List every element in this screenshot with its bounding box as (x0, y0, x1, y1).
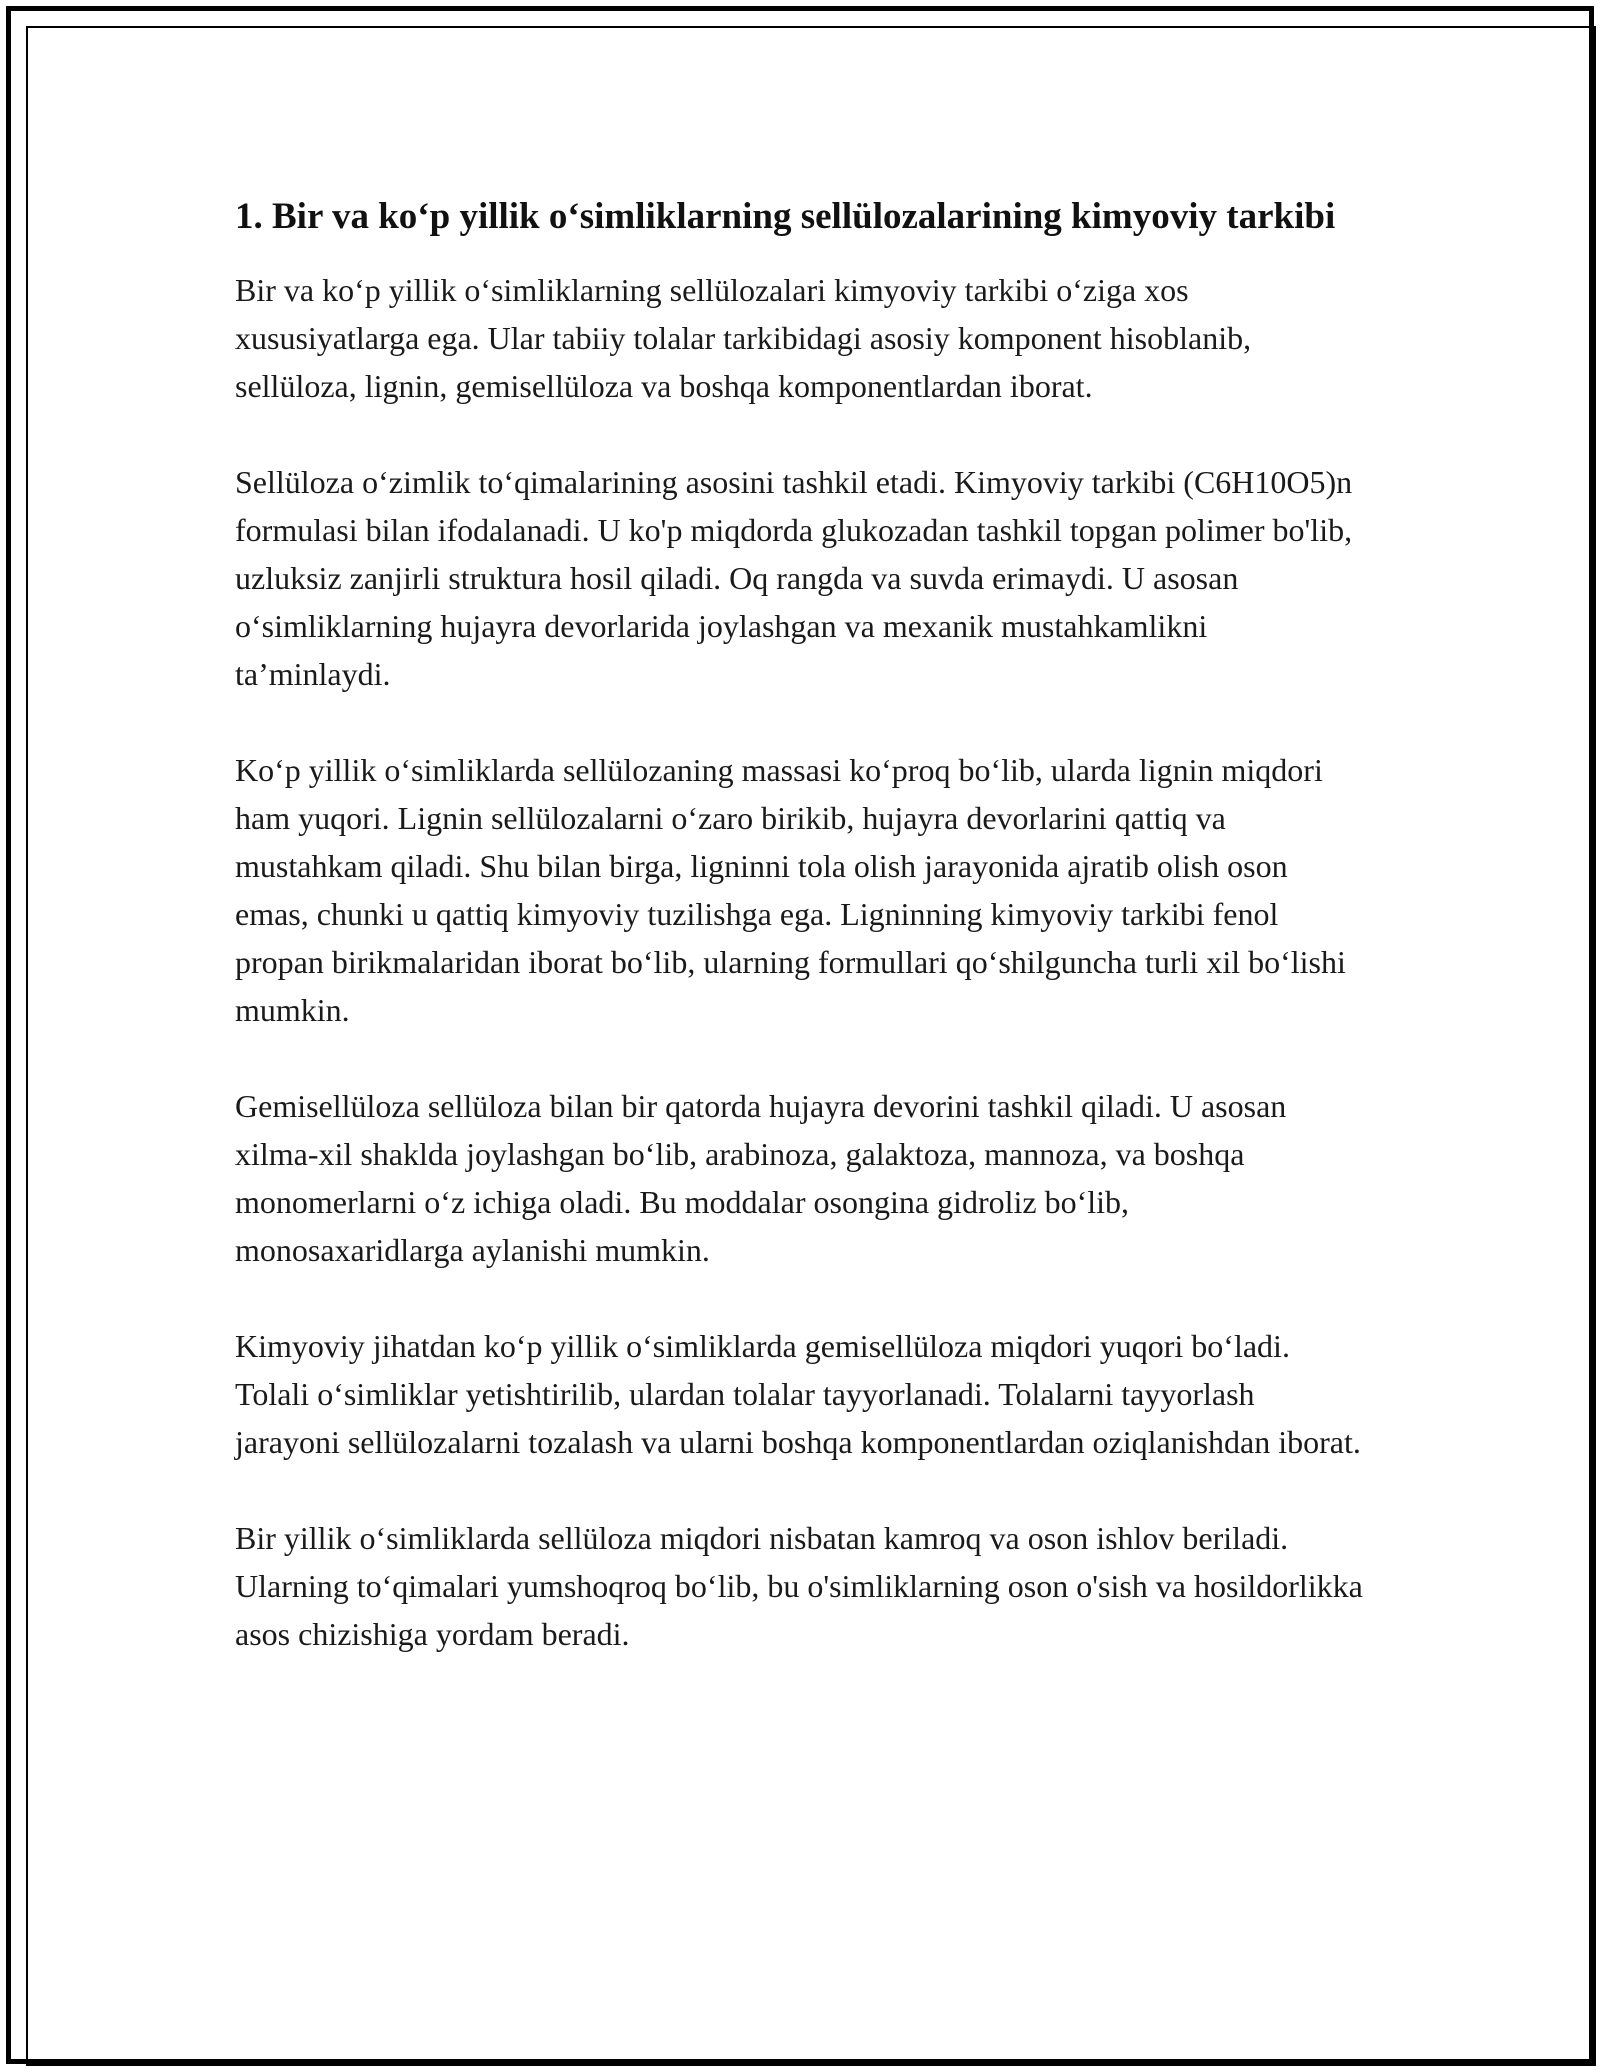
paragraph-lignin: Ko‘p yillik o‘simliklarda sellülozaning massasi ko‘proq bo‘lib, ularda lignin miqdori ham yuqori. Lignin sellülozalarni o‘zaro birikib, hujayra devorlarini qattiq va mustahkam qiladi. Shu bilan birga, ligninni tola olish jarayonida ajratib olish oson emas, chunki u qattiq kimyoviy tuzilishga ega. Ligninning kimyoviy tarkibi fenol propan birikmalaridan iborat bo‘lib, ularning formullari qo‘shilguncha turli xil bo‘lishi mumkin. (235, 752, 1346, 1028)
paragraph-cellulose: Sellüloza o‘zimlik to‘qimalarining asosini tashkil etadi. Kimyoviy tarkibi (C6H10O5)n formulasi bilan ifodalanadi. U ko'p miqdorda glukozadan tashkil topgan polimer bo'lib, uzluksiz zanjirli struktura hosil qiladi. Oq rangda va suvda erimaydi. U asosan o‘simliklarning hujayra devorlarida joylashgan va mexanik mustahkamlikni ta’minlaydi. (235, 464, 1353, 692)
paragraph-hemicellulose: Gemisellüloza sellüloza bilan bir qatorda hujayra devorini tashkil qiladi. U asosan xilma-xil shakldа joylashgan bo‘lib, arabinoza, galaktoza, mannoza, va boshqa monomerlarni o‘z ichiga oladi. Bu moddalar osongina gidroliz bo‘lib, monosaxaridlarga aylanishi mumkin. (235, 1088, 1287, 1268)
paragraph-perennial: Kimyoviy jihatdan ko‘p yillik o‘simliklarda gemisellüloza miqdori yuqori bo‘ladi. Tolali o‘simliklar yetishtirilib, ulardan tolalar tayyorlanadi. Tolalarni tayyorlash jarayoni sellülozalarni tozalash va ularni boshqa komponentlardan oziqlanishdan iborat. (235, 1328, 1361, 1460)
document-body (235, 190, 1365, 1706)
paragraph-intro: Bir va ko‘p yillik o‘simliklarning sellülozalari kimyoviy tarkibi o‘ziga xos xususiyatlarga ega. Ular tabiiy tolalar tarkibidagi asosiy komponent hisoblanib, sellüloza, lignin, gemisellüloza va boshqa komponentlardan iborat. (235, 272, 1252, 404)
document-title: 1. Bir va ko‘p yillik o‘simliklarning sellülozalarining kimyoviy tarkibi (235, 196, 1336, 237)
paragraph-annual: Bir yillik o‘simliklarda sellüloza miqdori nisbatan kamroq va oson ishlov beriladi. Ularning to‘qimalari yumshoqroq bo‘lib, bu o'simliklarning oson o'sish va hosildorlikka asos chizishiga yordam beradi. (235, 1520, 1363, 1652)
